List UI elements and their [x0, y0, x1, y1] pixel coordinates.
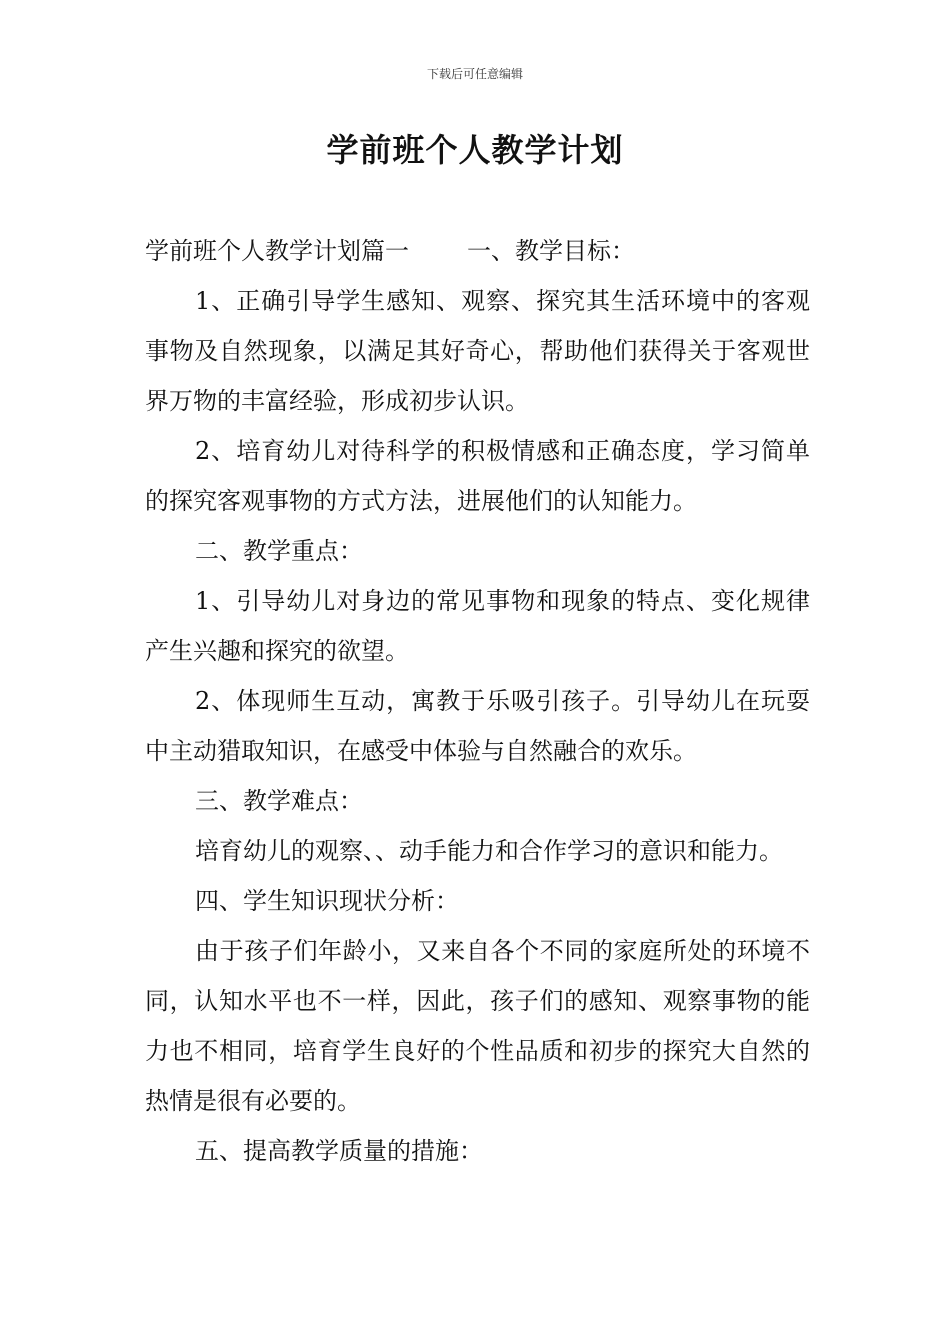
key-point-item-1: 1、引导幼儿对身边的常见事物和现象的特点、变化规律产生兴趣和探究的欲望。	[145, 587, 810, 665]
analysis-paragraph: 由于孩子们年龄小，又来自各个不同的家庭所处的环境不同，认知水平也不一样，因此，孩子们的感知、观察事物的能力也不相同，培育学生良好的个性品质和初步的探究大自然的热情是很有必要的。	[145, 937, 810, 1115]
goal-item-2: 2、培育幼儿对待科学的积极情感和正确态度，学习简单的探究客观事物的方式方法，进展他们的认知能力。	[145, 437, 810, 515]
section-heading-difficulties: 三、教学难点：	[195, 787, 363, 815]
intro-paragraph	[145, 226, 810, 276]
document-title: 学前班个人教学计划	[326, 131, 624, 169]
difficulty-paragraph: 培育幼儿的观察、、动手能力和合作学习的意识和能力。	[195, 837, 783, 865]
key-point-item-2: 2、体现师生互动，寓教于乐吸引孩子。引导幼儿在玩耍中主动猎取知识，在感受中体验与自然融合的欢乐。	[145, 687, 810, 765]
section-heading-goals: 一、教学目标：	[467, 237, 635, 265]
section-heading-analysis: 四、学生知识现状分析：	[195, 887, 459, 915]
section-heading-key-points: 二、教学重点：	[195, 537, 363, 565]
header-note: 下载后可任意编辑	[426, 67, 523, 81]
document-body	[145, 226, 810, 1176]
section-heading-measures: 五、提高教学质量的措施：	[195, 1137, 483, 1165]
goal-item-1: 1、正确引导学生感知、观察、探究其生活环境中的客观事物及自然现象，以满足其好奇心，帮助他们获得关于客观世界万物的丰富经验，形成初步认识。	[145, 287, 810, 415]
intro-lead: 学前班个人教学计划篇一	[145, 237, 409, 265]
